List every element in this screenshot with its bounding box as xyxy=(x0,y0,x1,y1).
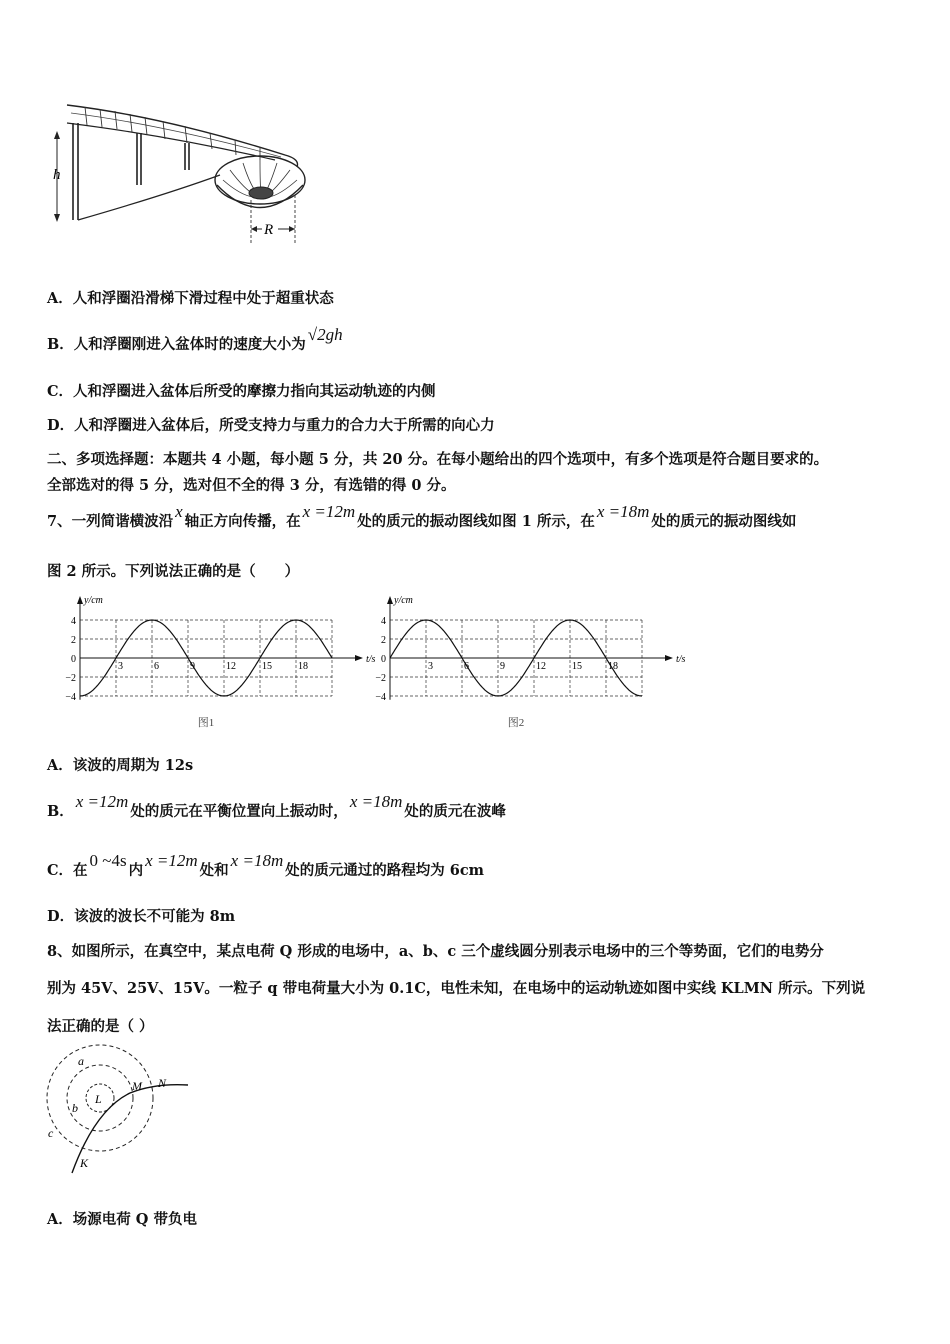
x-tick-label: 12 xyxy=(536,661,546,672)
q6-option-d: D．人和浮圈进入盆体后，所受支持力与重力的合力大于所需的向心力 xyxy=(47,417,495,434)
q7-c-post: 处的质元通过的路程均为 6cm xyxy=(285,862,485,879)
x-tick-label: 6 xyxy=(464,661,469,672)
q8-option-a: A．场源电荷 Q 带负电 xyxy=(47,1211,197,1228)
q7-x18: x =18m xyxy=(596,502,650,521)
label-N: N xyxy=(158,1076,167,1090)
q7-c-range: 0 ~4s xyxy=(89,851,127,870)
q7-b-pre: B． xyxy=(47,803,74,820)
y-tick-label: −4 xyxy=(375,692,386,703)
q7-c-mid1: 内 xyxy=(128,862,144,879)
chart-title: 图2 xyxy=(507,717,525,729)
label-a: a xyxy=(78,1054,84,1068)
label-b: b xyxy=(72,1101,78,1115)
x-tick-label: 6 xyxy=(154,661,159,672)
label-L: L xyxy=(95,1092,102,1106)
q8-stem-line2: 别为 45V、25V、15V。一粒子 q 带电荷量大小为 0.1C，电性未知，在电场中的运动轨迹如图中实线 KLMN 所示。下列说 xyxy=(47,980,866,997)
q8-stem-line3: 法正确的是（ ） xyxy=(47,1018,154,1035)
x-tick-label: 12 xyxy=(226,661,236,672)
x-axis-arrow xyxy=(355,655,363,661)
q7-option-a: A．该波的周期为 12s xyxy=(47,757,194,774)
label-M: M xyxy=(132,1079,142,1093)
y-tick-label: −2 xyxy=(375,673,386,684)
vibration-graph-1 xyxy=(58,590,378,735)
chart-title: 图1 xyxy=(197,717,215,729)
q7-b-x12: x =12m xyxy=(75,792,129,811)
y-tick-label: 4 xyxy=(381,616,386,627)
y-axis-label: y/cm xyxy=(394,595,413,606)
y-tick-label: 0 xyxy=(71,654,76,665)
x-tick-label: 18 xyxy=(608,661,618,672)
q7-b-x18: x =18m xyxy=(349,792,403,811)
q7-b-mid: 处的质元在平衡位置向上振动时， xyxy=(130,803,348,820)
q7-c-pre: C．在 xyxy=(47,862,88,879)
section2-line2: 全部选对的得 5 分，选对但不全的得 3 分，有选错的得 0 分。 xyxy=(47,477,456,494)
q7-p2: 轴正方向传播，在 xyxy=(184,513,301,530)
q7-p1: 7、一列简谐横波沿 xyxy=(47,513,174,530)
x-tick-label: 15 xyxy=(572,661,582,672)
q7-option-b xyxy=(47,792,506,821)
y-tick-label: 4 xyxy=(71,616,76,627)
q7-x: x xyxy=(175,502,183,521)
x-tick-label: 3 xyxy=(118,661,123,672)
q7-c-x12: x =12m xyxy=(145,851,198,870)
water-slide-figure xyxy=(45,95,310,255)
label-c: c xyxy=(48,1126,54,1140)
q7-option-d: D．该波的波长不可能为 8m xyxy=(47,908,236,925)
x-tick-label: 9 xyxy=(190,661,195,672)
q6-option-b-text: B．人和浮圈刚进入盆体时的速度大小为 xyxy=(47,336,306,353)
x-tick-label: 18 xyxy=(298,661,308,672)
label-K: K xyxy=(80,1156,89,1170)
y-tick-label: 2 xyxy=(71,635,76,646)
y-axis-label: y/cm xyxy=(84,595,103,606)
q7-c-x18: x =18m xyxy=(230,851,284,870)
x-tick-label: 9 xyxy=(500,661,505,672)
y-tick-label: −2 xyxy=(65,673,76,684)
q6-option-c: C．人和浮圈进入盆体后所受的摩擦力指向其运动轨迹的内侧 xyxy=(47,383,436,400)
x-axis-label: t/s xyxy=(676,654,686,665)
q7-c-mid2: 处和 xyxy=(199,862,229,879)
q6-option-a: A．人和浮圈沿滑梯下滑过程中处于超重状态 xyxy=(47,290,334,307)
x-axis-label: t/s xyxy=(366,654,376,665)
q8-stem-line1: 8、如图所示，在真空中，某点电荷 Q 形成的电场中，a、b、c 三个虚线圆分别表示电场中的三个等势面，它们的电势分 xyxy=(47,943,824,960)
q7-x12: x =12m xyxy=(302,502,356,521)
vibration-graph-2 xyxy=(368,590,688,735)
sqrt-2gh: √2gh xyxy=(307,325,343,344)
x-tick-label: 15 xyxy=(262,661,272,672)
q6-option-b xyxy=(47,325,345,354)
q7-p3: 处的质元的振动图线如图 1 所示，在 xyxy=(357,513,595,530)
q7-option-c xyxy=(47,851,485,880)
y-tick-label: 2 xyxy=(381,635,386,646)
y-tick-label: −4 xyxy=(65,692,76,703)
q7-p4: 处的质元的振动图线如 xyxy=(651,513,797,530)
q7-b-post: 处的质元在波峰 xyxy=(404,803,506,820)
x-tick-label: 3 xyxy=(428,661,433,672)
x-axis-arrow xyxy=(665,655,673,661)
q7-stem-line1 xyxy=(47,502,797,531)
electric-field-figure xyxy=(40,1040,200,1180)
y-tick-label: 0 xyxy=(381,654,386,665)
R-label: R xyxy=(264,222,274,238)
y-axis-arrow xyxy=(77,596,83,604)
h-label: h xyxy=(53,167,61,183)
section2-line1: 二、多项选择题：本题共 4 小题，每小题 5 分，共 20 分。在每小题给出的四个选项中，有多个选项是符合题目要求的。 xyxy=(47,451,829,468)
y-axis-arrow xyxy=(387,596,393,604)
q7-stem-line2: 图 2 所示。下列说法正确的是（ ） xyxy=(47,563,300,580)
